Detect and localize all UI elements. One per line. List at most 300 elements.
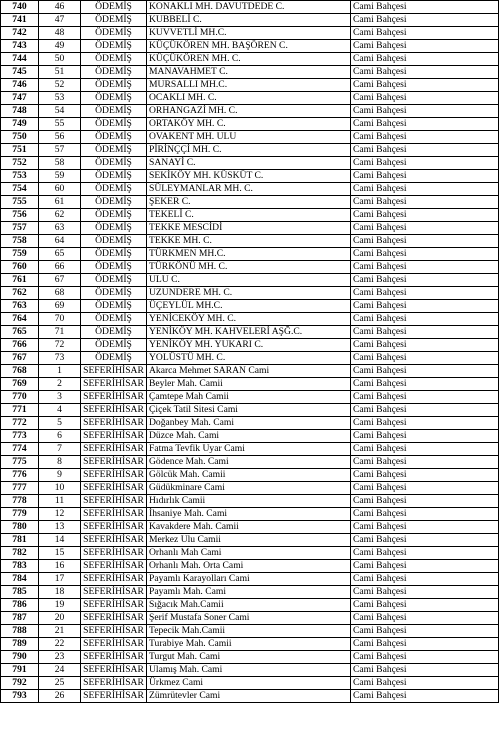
row-number-cell: 9 [39,469,81,482]
row-id-cell: 763 [1,300,39,313]
location-type-cell: Cami Bahçesi [351,235,499,248]
row-number-cell: 12 [39,508,81,521]
row-number-cell: 62 [39,209,81,222]
table-row [1,183,499,196]
table-row [1,625,499,638]
location-type-cell: Cami Bahçesi [351,144,499,157]
location-type-cell: Cami Bahçesi [351,313,499,326]
district-cell: ÖDEMİŞ [81,27,147,40]
mosque-name-cell: Merkez Ulu Camii [147,534,351,547]
row-id-cell: 750 [1,131,39,144]
row-id-cell: 769 [1,378,39,391]
table-row [1,404,499,417]
mosque-name-cell: Payamlı Mah. Cami [147,586,351,599]
mosque-name-cell: ÜÇEYLÜL MH.C. [147,300,351,313]
location-type-cell: Cami Bahçesi [351,105,499,118]
district-cell: SEFERİHİSAR [81,534,147,547]
table-row [1,287,499,300]
district-cell: SEFERİHİSAR [81,547,147,560]
table-row [1,157,499,170]
district-cell: ÖDEMİŞ [81,300,147,313]
location-type-cell: Cami Bahçesi [351,391,499,404]
location-type-cell: Cami Bahçesi [351,677,499,690]
row-id-cell: 754 [1,183,39,196]
location-type-cell: Cami Bahçesi [351,404,499,417]
row-id-cell: 752 [1,157,39,170]
row-id-cell: 784 [1,573,39,586]
district-cell: ÖDEMİŞ [81,339,147,352]
table-row [1,339,499,352]
district-cell: SEFERİHİSAR [81,508,147,521]
location-type-cell: Cami Bahçesi [351,378,499,391]
table-row [1,313,499,326]
location-type-cell: Cami Bahçesi [351,664,499,677]
district-cell: SEFERİHİSAR [81,599,147,612]
mosque-name-cell: KÜÇÜKÖREN MH. BAŞÖREN C. [147,40,351,53]
table-row [1,547,499,560]
row-id-cell: 758 [1,235,39,248]
row-number-cell: 16 [39,560,81,573]
table-row [1,261,499,274]
mosque-name-cell: PİRİNÇÇİ MH. C. [147,144,351,157]
row-number-cell: 26 [39,690,81,703]
table-row [1,196,499,209]
row-id-cell: 786 [1,599,39,612]
row-number-cell: 53 [39,92,81,105]
mosque-name-cell: Şerif Mustafa Soner Cami [147,612,351,625]
table-row [1,560,499,573]
location-type-cell: Cami Bahçesi [351,183,499,196]
row-number-cell: 19 [39,599,81,612]
row-id-cell: 767 [1,352,39,365]
row-id-cell: 755 [1,196,39,209]
district-cell: SEFERİHİSAR [81,690,147,703]
mosque-name-cell: Beyler Mah. Camii [147,378,351,391]
row-number-cell: 23 [39,651,81,664]
mosque-name-cell: YENİCEKÖY MH. C. [147,313,351,326]
row-number-cell: 65 [39,248,81,261]
table-row [1,118,499,131]
row-id-cell: 764 [1,313,39,326]
mosque-name-cell: Gödence Mah. Cami [147,456,351,469]
district-cell: SEFERİHİSAR [81,625,147,638]
row-id-cell: 749 [1,118,39,131]
mosque-name-cell: ORHANGAZİ MH. C. [147,105,351,118]
row-number-cell: 51 [39,66,81,79]
row-number-cell: 72 [39,339,81,352]
district-cell: ÖDEMİŞ [81,183,147,196]
row-id-cell: 757 [1,222,39,235]
mosque-name-cell: Güdükminare Cami [147,482,351,495]
table-row [1,417,499,430]
row-number-cell: 61 [39,196,81,209]
mosque-name-cell: Doğanbey Mah. Cami [147,417,351,430]
table-row [1,79,499,92]
table-row [1,53,499,66]
table-row [1,495,499,508]
mosque-name-cell: Turabiye Mah. Camii [147,638,351,651]
table-row [1,170,499,183]
mosque-name-cell: ŞEKER C. [147,196,351,209]
table-row [1,235,499,248]
row-id-cell: 778 [1,495,39,508]
mosque-name-cell: Zümrütevler Cami [147,690,351,703]
row-id-cell: 746 [1,79,39,92]
district-cell: SEFERİHİSAR [81,443,147,456]
row-id-cell: 788 [1,625,39,638]
district-cell: SEFERİHİSAR [81,560,147,573]
row-id-cell: 789 [1,638,39,651]
district-cell: ÖDEMİŞ [81,105,147,118]
row-number-cell: 2 [39,378,81,391]
district-cell: ÖDEMİŞ [81,131,147,144]
location-type-cell: Cami Bahçesi [351,326,499,339]
district-cell: ÖDEMİŞ [81,287,147,300]
district-cell: ÖDEMİŞ [81,118,147,131]
row-id-cell: 777 [1,482,39,495]
row-number-cell: 13 [39,521,81,534]
table-row [1,391,499,404]
row-id-cell: 781 [1,534,39,547]
location-type-cell: Cami Bahçesi [351,599,499,612]
table-row [1,677,499,690]
table-row [1,638,499,651]
location-type-cell: Cami Bahçesi [351,66,499,79]
location-type-cell: Cami Bahçesi [351,274,499,287]
mosque-name-cell: Payamlı Karayolları Cami [147,573,351,586]
row-number-cell: 21 [39,625,81,638]
table-row [1,456,499,469]
district-cell: SEFERİHİSAR [81,573,147,586]
location-type-cell: Cami Bahçesi [351,521,499,534]
table-row [1,612,499,625]
row-number-cell: 49 [39,40,81,53]
district-cell: ÖDEMİŞ [81,79,147,92]
table-row [1,365,499,378]
row-number-cell: 68 [39,287,81,300]
mosque-name-cell: Orhanlı Mah. Orta Cami [147,560,351,573]
mosque-name-cell: UZUNDERE MH. C. [147,287,351,300]
row-number-cell: 11 [39,495,81,508]
row-id-cell: 768 [1,365,39,378]
district-cell: SEFERİHİSAR [81,677,147,690]
location-type-cell: Cami Bahçesi [351,690,499,703]
row-id-cell: 751 [1,144,39,157]
district-cell: ÖDEMİŞ [81,235,147,248]
row-number-cell: 8 [39,456,81,469]
location-type-cell: Cami Bahçesi [351,534,499,547]
district-cell: ÖDEMİŞ [81,248,147,261]
table-row [1,586,499,599]
row-id-cell: 770 [1,391,39,404]
location-type-cell: Cami Bahçesi [351,482,499,495]
location-type-cell: Cami Bahçesi [351,287,499,300]
table-row [1,131,499,144]
mosque-name-cell: Düzce Mah. Cami [147,430,351,443]
table-row [1,521,499,534]
district-cell: SEFERİHİSAR [81,417,147,430]
table-row [1,352,499,365]
table-row [1,209,499,222]
mosque-name-cell: Ürkmez Cami [147,677,351,690]
district-cell: SEFERİHİSAR [81,612,147,625]
mosque-name-cell: MANAVAHMET C. [147,66,351,79]
row-number-cell: 69 [39,300,81,313]
location-type-cell: Cami Bahçesi [351,456,499,469]
mosque-name-cell: Akarca Mehmet SARAN Cami [147,365,351,378]
table-row [1,274,499,287]
row-number-cell: 50 [39,53,81,66]
mosque-name-cell: KUBBELİ C. [147,14,351,27]
mosque-name-cell: Gölcük Mah. Camii [147,469,351,482]
district-cell: ÖDEMİŞ [81,92,147,105]
location-type-cell: Cami Bahçesi [351,547,499,560]
table-row [1,482,499,495]
district-cell: SEFERİHİSAR [81,430,147,443]
district-cell: SEFERİHİSAR [81,651,147,664]
row-id-cell: 748 [1,105,39,118]
table-row [1,66,499,79]
table-row [1,534,499,547]
mosque-name-cell: İhsaniye Mah. Cami [147,508,351,521]
table-row [1,599,499,612]
row-id-cell: 747 [1,92,39,105]
table-row [1,1,499,14]
row-number-cell: 17 [39,573,81,586]
location-type-cell: Cami Bahçesi [351,157,499,170]
location-type-cell: Cami Bahçesi [351,339,499,352]
row-number-cell: 6 [39,430,81,443]
row-number-cell: 5 [39,417,81,430]
table-row [1,144,499,157]
district-cell: SEFERİHİSAR [81,664,147,677]
row-number-cell: 48 [39,27,81,40]
row-number-cell: 25 [39,677,81,690]
district-cell: ÖDEMİŞ [81,196,147,209]
table-row [1,664,499,677]
district-cell: ÖDEMİŞ [81,66,147,79]
district-cell: SEFERİHİSAR [81,586,147,599]
table-row [1,378,499,391]
mosque-name-cell: TÜRKMEN MH.C. [147,248,351,261]
district-cell: SEFERİHİSAR [81,456,147,469]
location-type-cell: Cami Bahçesi [351,27,499,40]
location-type-cell: Cami Bahçesi [351,430,499,443]
mosque-name-cell: Ulamış Mah. Cami [147,664,351,677]
mosque-name-cell: Turgut Mah. Cami [147,651,351,664]
row-number-cell: 64 [39,235,81,248]
row-id-cell: 782 [1,547,39,560]
mosque-name-cell: MURSALLI MH.C. [147,79,351,92]
table-row [1,430,499,443]
table-row [1,27,499,40]
row-number-cell: 56 [39,131,81,144]
row-number-cell: 15 [39,547,81,560]
table-row [1,92,499,105]
mosque-name-cell: OVAKENT MH. ULU [147,131,351,144]
district-cell: ÖDEMİŞ [81,261,147,274]
location-type-cell: Cami Bahçesi [351,508,499,521]
district-cell: SEFERİHİSAR [81,378,147,391]
mosque-name-cell: YENİKÖY MH. KAHVELERİ AŞĞ.C. [147,326,351,339]
row-number-cell: 3 [39,391,81,404]
row-number-cell: 57 [39,144,81,157]
row-number-cell: 1 [39,365,81,378]
mosque-name-cell: ORTAKÖY MH. C. [147,118,351,131]
mosque-name-cell: YENİKÖY MH. YUKARI C. [147,339,351,352]
row-number-cell: 55 [39,118,81,131]
row-number-cell: 70 [39,313,81,326]
row-number-cell: 22 [39,638,81,651]
row-id-cell: 740 [1,1,39,14]
mosque-name-cell: Orhanlı Mah Cami [147,547,351,560]
location-type-cell: Cami Bahçesi [351,417,499,430]
row-id-cell: 790 [1,651,39,664]
district-cell: ÖDEMİŞ [81,40,147,53]
table-body [1,1,499,703]
mosque-name-cell: KUVVETLİ MH.C. [147,27,351,40]
location-type-cell: Cami Bahçesi [351,300,499,313]
row-id-cell: 744 [1,53,39,66]
district-cell: ÖDEMİŞ [81,170,147,183]
table-row [1,105,499,118]
row-id-cell: 762 [1,287,39,300]
row-number-cell: 7 [39,443,81,456]
district-cell: ÖDEMİŞ [81,144,147,157]
row-number-cell: 73 [39,352,81,365]
mosque-name-cell: Çiçek Tatil Sitesi Cami [147,404,351,417]
location-type-cell: Cami Bahçesi [351,131,499,144]
district-cell: ÖDEMİŞ [81,326,147,339]
district-cell: ÖDEMİŞ [81,14,147,27]
table-row [1,469,499,482]
table-row [1,443,499,456]
row-id-cell: 779 [1,508,39,521]
row-id-cell: 766 [1,339,39,352]
row-id-cell: 792 [1,677,39,690]
location-type-cell: Cami Bahçesi [351,352,499,365]
row-id-cell: 776 [1,469,39,482]
district-cell: ÖDEMİŞ [81,274,147,287]
location-type-cell: Cami Bahçesi [351,40,499,53]
table-row [1,508,499,521]
location-type-cell: Cami Bahçesi [351,365,499,378]
row-id-cell: 773 [1,430,39,443]
row-id-cell: 742 [1,27,39,40]
district-cell: ÖDEMİŞ [81,1,147,14]
district-cell: ÖDEMİŞ [81,157,147,170]
district-cell: ÖDEMİŞ [81,222,147,235]
location-type-cell: Cami Bahçesi [351,79,499,92]
row-number-cell: 10 [39,482,81,495]
district-cell: ÖDEMİŞ [81,313,147,326]
row-number-cell: 52 [39,79,81,92]
row-number-cell: 71 [39,326,81,339]
row-id-cell: 785 [1,586,39,599]
mosque-name-cell: KÜÇÜKÖREN MH. C. [147,53,351,66]
table-row [1,690,499,703]
mosque-name-cell: Kavakdere Mah. Camii [147,521,351,534]
row-id-cell: 753 [1,170,39,183]
table-row [1,651,499,664]
district-cell: SEFERİHİSAR [81,638,147,651]
row-id-cell: 761 [1,274,39,287]
mosque-name-cell: TEKKE MH. C. [147,235,351,248]
row-id-cell: 743 [1,40,39,53]
district-cell: SEFERİHİSAR [81,469,147,482]
row-number-cell: 54 [39,105,81,118]
row-number-cell: 4 [39,404,81,417]
location-type-cell: Cami Bahçesi [351,586,499,599]
row-id-cell: 787 [1,612,39,625]
row-number-cell: 47 [39,14,81,27]
row-number-cell: 63 [39,222,81,235]
location-type-cell: Cami Bahçesi [351,261,499,274]
district-cell: ÖDEMİŞ [81,352,147,365]
row-id-cell: 756 [1,209,39,222]
district-cell: SEFERİHİSAR [81,365,147,378]
location-type-cell: Cami Bahçesi [351,170,499,183]
table-row [1,300,499,313]
row-id-cell: 765 [1,326,39,339]
mosque-name-cell: SEKİKÖY MH. KÜSKÜT C. [147,170,351,183]
mosque-name-cell: OCAKLI MH. C. [147,92,351,105]
district-cell: SEFERİHİSAR [81,482,147,495]
table-row [1,222,499,235]
table-row [1,573,499,586]
row-id-cell: 791 [1,664,39,677]
row-id-cell: 780 [1,521,39,534]
row-id-cell: 793 [1,690,39,703]
location-type-cell: Cami Bahçesi [351,443,499,456]
row-number-cell: 58 [39,157,81,170]
row-number-cell: 18 [39,586,81,599]
location-type-cell: Cami Bahçesi [351,495,499,508]
mosque-name-cell: TEKKE MESCİDİ [147,222,351,235]
location-type-cell: Cami Bahçesi [351,209,499,222]
row-number-cell: 67 [39,274,81,287]
location-type-cell: Cami Bahçesi [351,222,499,235]
row-id-cell: 772 [1,417,39,430]
location-type-cell: Cami Bahçesi [351,196,499,209]
district-cell: SEFERİHİSAR [81,391,147,404]
row-number-cell: 60 [39,183,81,196]
location-type-cell: Cami Bahçesi [351,14,499,27]
location-type-cell: Cami Bahçesi [351,248,499,261]
row-id-cell: 771 [1,404,39,417]
location-type-cell: Cami Bahçesi [351,651,499,664]
location-type-cell: Cami Bahçesi [351,612,499,625]
row-number-cell: 59 [39,170,81,183]
mosque-name-cell: Çamtepe Mah Camii [147,391,351,404]
table-row [1,14,499,27]
mosque-name-cell: Sığacık Mah.Camii [147,599,351,612]
row-number-cell: 14 [39,534,81,547]
mosque-name-cell: ULU C. [147,274,351,287]
row-id-cell: 745 [1,66,39,79]
row-id-cell: 759 [1,248,39,261]
row-id-cell: 775 [1,456,39,469]
mosque-name-cell: YOLÜSTÜ MH. C. [147,352,351,365]
district-cell: ÖDEMİŞ [81,53,147,66]
location-type-cell: Cami Bahçesi [351,469,499,482]
table-row [1,326,499,339]
table-row [1,248,499,261]
location-type-cell: Cami Bahçesi [351,53,499,66]
row-number-cell: 20 [39,612,81,625]
row-id-cell: 783 [1,560,39,573]
mosque-name-cell: SANAYİ C. [147,157,351,170]
